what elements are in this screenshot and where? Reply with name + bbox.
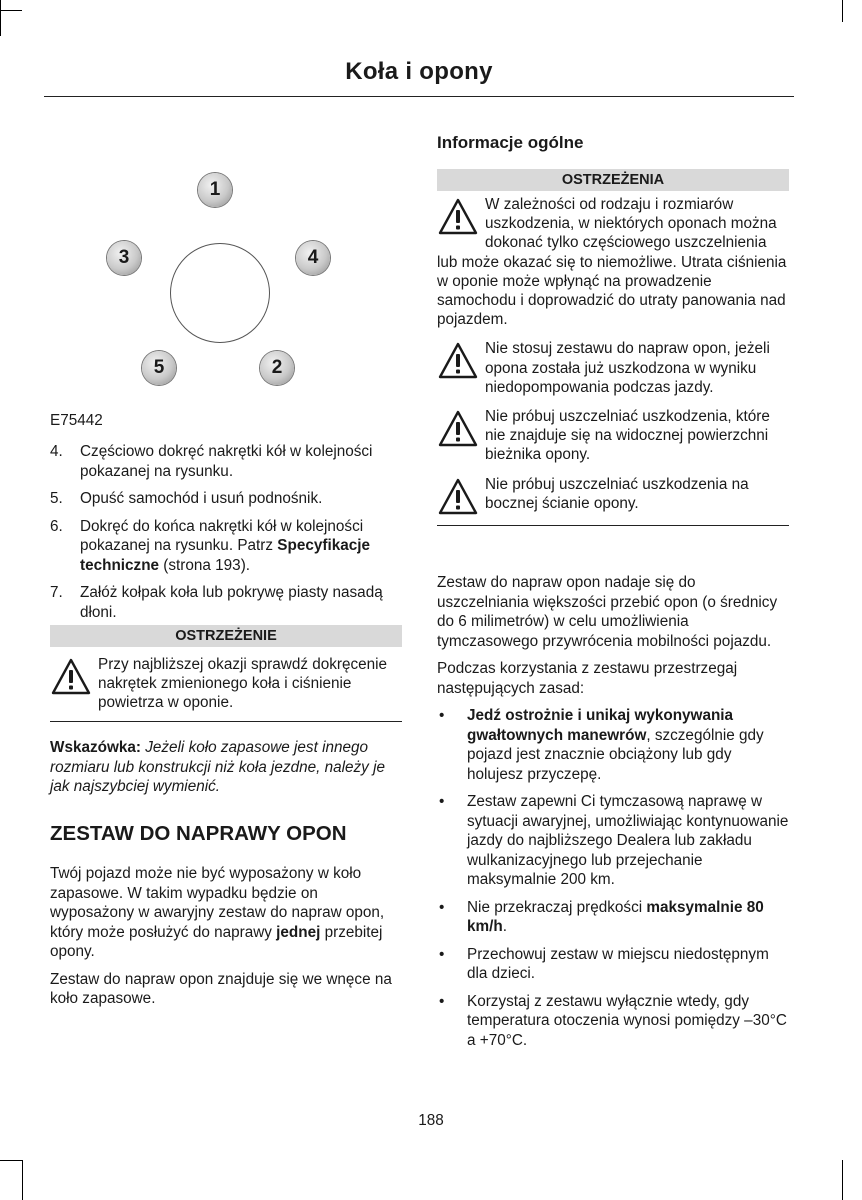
bullet-icon: • <box>439 707 445 724</box>
step-text: Dokręć do końca nakrętki kół w kolejności pokazanej na rysunku. Patrz <box>80 517 364 554</box>
wheel-nut-4: 4 <box>296 241 330 275</box>
step-number: 4. <box>50 443 63 460</box>
warning-text: Nie próbuj uszczelniać uszkodzenia na bocznej ścianie opony. <box>485 475 749 512</box>
warnings-heading: OSTRZEŻENIA <box>437 169 789 191</box>
warning-triangle-icon <box>437 341 479 381</box>
list-item-text: Korzystaj z zestawu wyłącznie wtedy, gdy temperatura otoczenia wynosi pomiędzy –30°C a +70°C. <box>467 992 787 1049</box>
wheel-nut-3: 3 <box>107 241 141 275</box>
step-text-after: (strona 193). <box>159 556 251 574</box>
step-item <box>50 442 402 481</box>
crop-mark-top-left-h <box>0 10 22 11</box>
list-item <box>437 898 789 937</box>
step-item <box>50 489 402 509</box>
title-divider <box>44 96 794 97</box>
section-paragraph: Zestaw do napraw opon znajduje się we wnęce na koło zapasowe. <box>50 970 392 1007</box>
warning-triangle-icon <box>437 477 479 517</box>
page-title: Koła i opony <box>345 58 493 85</box>
wheel-nut-5: 5 <box>142 351 176 385</box>
list-item <box>437 792 789 890</box>
steps-list <box>50 442 402 630</box>
step-text: Częściowo dokręć nakrętki kół w kolejności pokazanej na rysunku. <box>80 443 373 480</box>
list-item <box>437 992 789 1051</box>
wheel-hub-outline <box>170 243 270 343</box>
step-item <box>50 517 402 576</box>
list-item <box>437 945 789 984</box>
figure-code: E75442 <box>50 412 103 429</box>
list-item-text: Przechowuj zestaw w miejscu niedostępnym dla dzieci. <box>467 945 769 982</box>
warning-item <box>50 647 402 721</box>
bullet-icon: • <box>439 793 445 810</box>
warning-item <box>437 397 789 465</box>
warning-triangle-icon <box>50 657 92 697</box>
section-body <box>50 864 402 1009</box>
step-text: Załóż kołpak koła lub pokrywę piasty nasadą dłoni. <box>80 584 383 621</box>
spec-link[interactable]: Specyfikacje techniczne <box>80 537 370 574</box>
bullet-icon: • <box>439 945 445 963</box>
warning-item <box>437 191 789 329</box>
list-item-text: Zestaw zapewni Ci tymczasową naprawę w sytuacji awaryjnej, umożliwiając kontynuowanie jazdy do najbliższego Dealera lub zakładu wulkanizacyjnego lub przejechanie maksymalnie 200 km. <box>467 793 789 888</box>
step-number: 6. <box>50 517 63 535</box>
step-number: 7. <box>50 584 63 601</box>
step-number: 5. <box>50 490 63 507</box>
warning-heading: OSTRZEŻENIE <box>50 625 402 647</box>
list-item-emphasis: Jedź ostrożnie i unikaj wykonywania gwałtownych manewrów <box>467 707 734 744</box>
rules-list <box>437 706 789 1050</box>
crop-mark-bottom-left <box>22 1160 23 1200</box>
note-text: Jeżeli koło zapasowe jest innego rozmiaru lub konstrukcji niż koła jezdne, należy je jak najszybciej wymienić. <box>50 739 385 795</box>
warning-text: Nie próbuj uszczelniać uszkodzenia, które nie znajduje się na widocznej powierzchni bieżnika opony. <box>485 408 770 464</box>
note-label: Wskazówka: <box>50 739 141 756</box>
paragraph-text: przebitej opony. <box>50 923 383 960</box>
warning-text: W zależności od rodzaju i rozmiarów uszkodzenia, w niektórych oponach można dokonać tylko częściowego uszczelnienia lub może okazać się to niemożliwe. Utrata ciśnienia w oponie może wpłynąć na prowadzenie samochodu i doprowadzić do utraty panowania nad pojazdem. <box>437 196 787 329</box>
section-paragraph <box>50 864 402 962</box>
warning-text: Przy najbliższej okazji sprawdź dokręcenie nakrętek zmienionego koła i ciśnienie powietrza w oponie. <box>98 656 388 712</box>
step-text: Opuść samochód i usuń podnośnik. <box>80 490 323 507</box>
list-item-text: . <box>502 918 507 935</box>
warning-rule <box>437 525 789 526</box>
note <box>50 738 402 797</box>
crop-mark-top-left <box>0 0 1 36</box>
subheading: Informacje ogólne <box>437 133 584 152</box>
warning-item <box>437 465 789 525</box>
warning-triangle-icon <box>437 197 479 237</box>
wheel-nut-2: 2 <box>260 351 294 385</box>
list-item <box>437 706 789 784</box>
page-number: 188 <box>418 1112 444 1129</box>
bullet-icon: • <box>439 992 445 1010</box>
section-heading: ZESTAW DO NAPRAWY OPON <box>50 822 347 845</box>
bullet-icon: • <box>439 898 445 916</box>
warning-triangle-icon <box>437 409 479 449</box>
right-paragraph: Zestaw do napraw opon nadaje się do uszczelniania większości przebić opon (o średnicy do 6 milimetrów) w celu umożliwienia tymczasowego przywrócenia mobilności pojazdu. <box>437 574 778 650</box>
list-item-text: Nie przekraczaj prędkości <box>467 898 647 916</box>
crop-mark-bottom-left-h <box>0 1160 22 1161</box>
right-paragraph: Podczas korzystania z zestawu przestrzegaj następujących zasad: <box>437 660 738 697</box>
warning-box-left <box>50 625 402 722</box>
paragraph-text: Twój pojazd może nie być wyposażony w koło zapasowe. W takim wypadku będzie on wyposażony w awaryjny zestaw do napraw opon, który może posłużyć do naprawy <box>50 865 385 941</box>
warning-rule <box>50 721 402 722</box>
wheel-nut-diagram <box>100 168 340 388</box>
warning-text: Nie stosuj zestawu do napraw opon, jeżeli opona została już uszkodzona w wyniku niedopompowania podczas jazdy. <box>485 340 770 396</box>
step-item <box>50 583 402 622</box>
warnings-box-right <box>437 169 789 526</box>
list-item-emphasis: maksymalnie 80 km/h <box>467 898 764 935</box>
paragraph-emphasis: jednej <box>276 923 321 941</box>
right-body <box>437 573 789 1058</box>
wheel-nut-1: 1 <box>198 173 232 207</box>
crop-mark-top-right <box>842 0 843 22</box>
list-item-text: , szczególnie gdy pojazd jest znacznie obciążony lub gdy holujesz przyczepę. <box>467 726 764 783</box>
crop-mark-bottom-right <box>842 1160 843 1200</box>
warning-item <box>437 329 789 397</box>
